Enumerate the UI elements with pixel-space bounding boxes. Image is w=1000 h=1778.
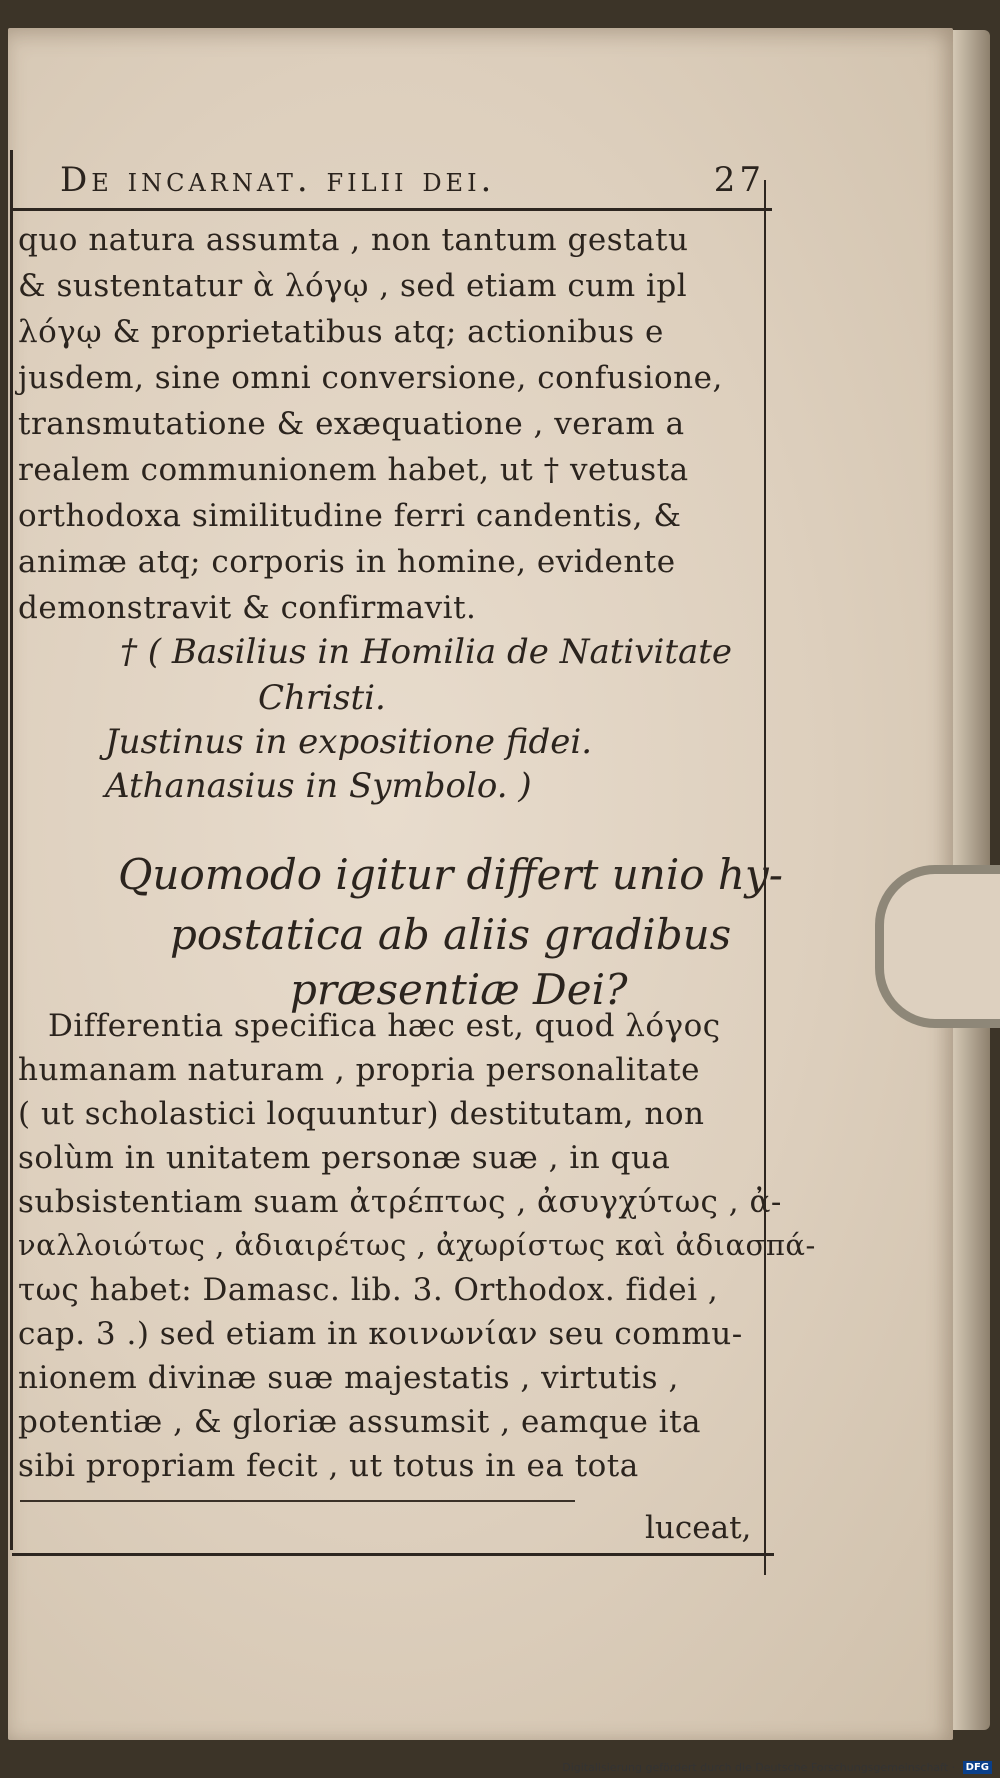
book-clasp [875,865,1000,1028]
dfg-logo: DFG [963,1761,992,1774]
body-line: & sustentatur ὰ λόγῳ , sed etiam cum ipl [18,268,688,304]
answer-line: Differentia specifica hæc est, quod λόγος [48,1008,721,1044]
answer-line: humanam naturam , propria personalitate [18,1052,700,1088]
answer-line: cap. 3 .) sed etiam in κοινωνίαν seu commu- [18,1316,743,1352]
question-heading-line: postatica ab aliis gradibus [170,910,732,959]
answer-line: sibi propriam fecit , ut totus in ea tota [18,1448,639,1484]
body-line: demonstravit & confirmavit. [18,590,477,626]
answer-line: nionem divinæ suæ majestatis , virtutis , [18,1360,679,1396]
catchword: luceat, [645,1510,752,1546]
header-title: De incarnat. filii dei. [60,160,496,200]
note-line: Justinus in expositione fidei. [105,722,593,762]
note-line: Christi. [258,678,386,718]
body-line: transmutatione & exæquatione , veram a [18,406,685,442]
answer-line: ( ut scholastici loquuntur) destitutam, non [18,1096,705,1132]
answer-line: τως habet: Damasc. lib. 3. Orthodox. fidei , [18,1272,719,1308]
answer-line: solùm in unitatem personæ suæ , in qua [18,1140,671,1176]
footer-rule [12,1553,774,1556]
digitization-credit [562,1761,992,1775]
header-rule [12,208,772,211]
note-line: † ( Basilius in Homilia de Nativitate [120,632,733,672]
credit-text: Digitalisierung gefördert durch die Deutsche Forschungsgemeinschaft · [562,1760,956,1774]
answer-line: potentiæ , & gloriæ assumsit , eamque ita [18,1404,702,1440]
answer-line: ναλλοιώτως , ἀδιαιρέτως , ἀχωρίστως καὶ ἀδιασπά- [18,1228,816,1262]
running-header [60,160,770,210]
question-heading-line: Quomodo igitur differt unio hy- [118,850,783,899]
answer-line: subsistentiam suam ἀτρέπτως , ἀσυγχύτως , ἀ- [18,1184,782,1220]
note-line: Athanasius in Symbolo. ) [105,766,532,806]
body-line: orthodoxa similitudine ferri candentis, & [18,498,682,534]
body-line: animæ atq; corporis in homine, evidente [18,544,676,580]
body-line: quo natura assumta , non tantum gestatu [18,222,689,258]
body-line: jusdem, sine omni conversione, confusione, [18,360,723,396]
question-heading-line: præsentiæ Dei? [290,965,628,1014]
page-number: 27 [713,160,765,200]
body-line: realem communionem habet, ut † vetusta [18,452,689,488]
bottom-rule [20,1500,575,1502]
body-line: λόγῳ & proprietatibus atq; actionibus e [18,314,664,350]
